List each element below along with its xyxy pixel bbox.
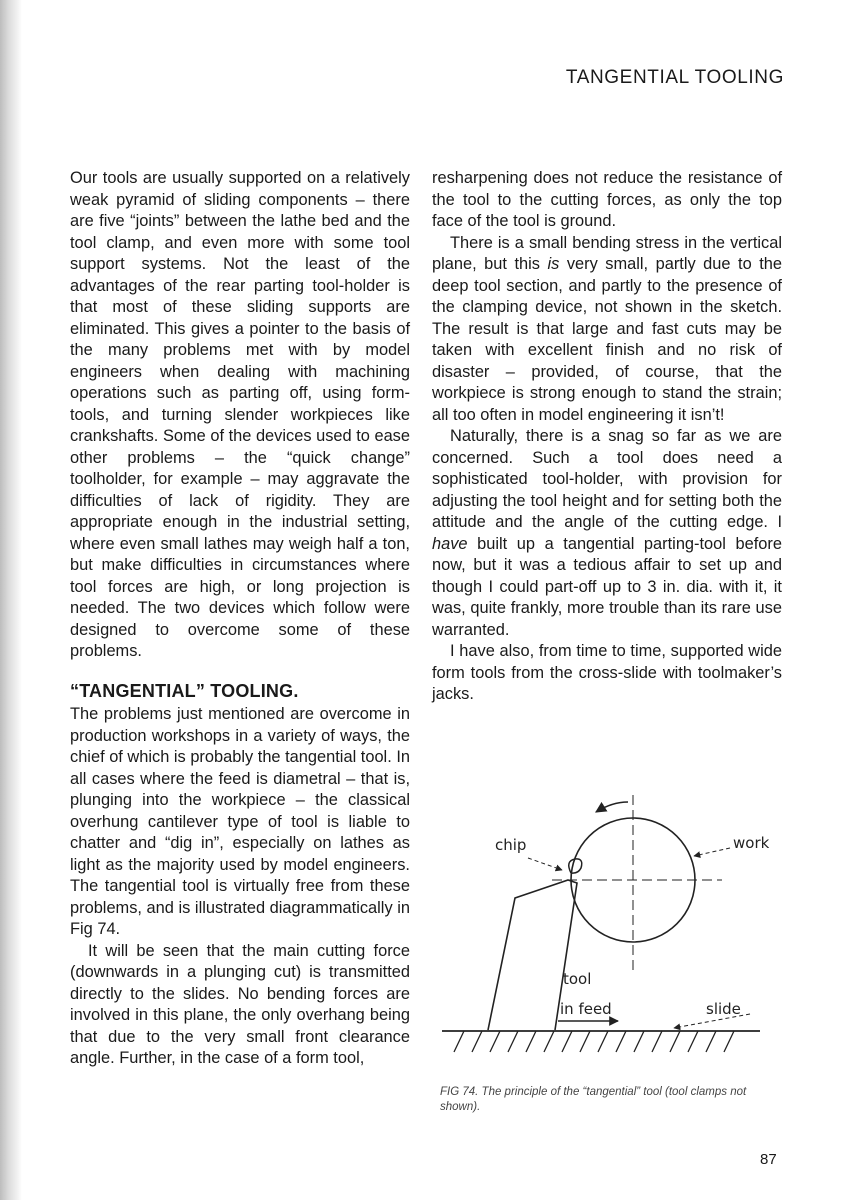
right-paragraph-2-start: There is a small bending stress in the vertical plane, but this: [432, 233, 782, 273]
section-heading: “TANGENTIAL” TOOLING.: [70, 680, 299, 701]
right-paragraph-3-start: Naturally, there is a snag so far as we are concerned. Such a tool does need a sophisticated tool-holder, with provision for adjusting the tool height and for setting both the attitude and the angle of the cutting edge. I: [432, 427, 782, 531]
label-chip: chip: [495, 836, 527, 854]
right-paragraph-4: I have also, from time to time, supported wide form tools from the cross-slide with toolmaker’s jacks.: [432, 642, 782, 703]
left-column: [70, 168, 410, 1070]
page-number: 87: [760, 1151, 777, 1168]
book-spine-shadow: [0, 0, 22, 1200]
label-slide: slide: [706, 1000, 741, 1018]
right-paragraph-1: resharpening does not reduce the resistance of the tool to the cutting forces, as only the top face of the tool is ground.: [432, 169, 782, 230]
right-paragraph-3-end: built up a tangential parting-tool before now, but it was a tedious affair to set up and though I could part-off up to 3 in. dia. with it, it was, quite frankly, more trouble than its rare use warranted.: [432, 534, 782, 639]
right-paragraph-2: [432, 233, 782, 427]
left-paragraph-3: It will be seen that the main cutting force (downwards in a plunging cut) is transmitted directly to the slides. No bending forces are involved in this plane, the only overhang being that due to the very small front clearance angle. Further, in the case of a form tool,: [70, 941, 410, 1067]
left-paragraph-1: Our tools are usually supported on a relatively weak pyramid of sliding components – there are five “joints” between the lathe bed and the tool clamp, and even more with some tool support systems. Not the least of the advantages of the rear parting tool-holder is that most of these sliding supports are eliminated. This gives a pointer to the basis of the many problems met with by model engineers when dealing with machining operations such as parting off, using form-tools, and turning slender workpieces like crankshafts. Some of the devices used to ease other problems – the “quick change” toolholder, for example – may aggravate the difficulties of lack of rigidity. They are appropriate enough in the industrial setting, where even small lathes may weigh half a ton, but make difficulties in circumstances where tool forces are high, or long projection is needed. The two devices which follow were designed to overcome some of these problems.: [70, 169, 410, 660]
chip-curl: [569, 859, 582, 873]
rotation-arrow: [596, 802, 628, 812]
slide-hatching: [454, 1031, 734, 1052]
emphasis-have: have: [432, 534, 468, 553]
chip-leader: [528, 858, 562, 870]
label-in-feed: in feed: [560, 1000, 612, 1018]
figure-74-diagram: [440, 780, 770, 1070]
label-tool: tool: [563, 970, 592, 988]
tangential-tool-sketch: [440, 780, 770, 1070]
right-paragraph-3: [432, 426, 782, 641]
right-paragraph-2-end: very small, partly due to the deep tool section, and partly to the presence of the clamping device, not shown in the sketch. The result is that large and fast cuts may be taken with excellent finish and no risk of disaster – provided, of course, that the workpiece is strong enough to stand the strain; all too often in model engineering it isn’t!: [432, 255, 782, 424]
label-work: work: [733, 834, 770, 852]
emphasis-is: is: [547, 255, 560, 273]
work-leader: [694, 848, 730, 856]
left-paragraph-2: The problems just mentioned are overcome in production workshops in a variety of ways, the chief of which is probably the tangential tool. In all cases where the feed is diametral – that is, plunging into the workpiece – the classical overhung cantilever type of tool is liable to chatter and “dig in”, especially on lathes as light as the majority used by model engineers. The tangential tool is virtually free from these problems, and is illustrated diagrammatically in Fig 74.: [70, 705, 410, 938]
figure-caption: FIG 74. The principle of the “tangential” tool (tool clamps not shown).: [440, 1086, 747, 1113]
running-head: TANGENTIAL TOOLING: [565, 67, 784, 88]
right-column: [432, 168, 782, 706]
